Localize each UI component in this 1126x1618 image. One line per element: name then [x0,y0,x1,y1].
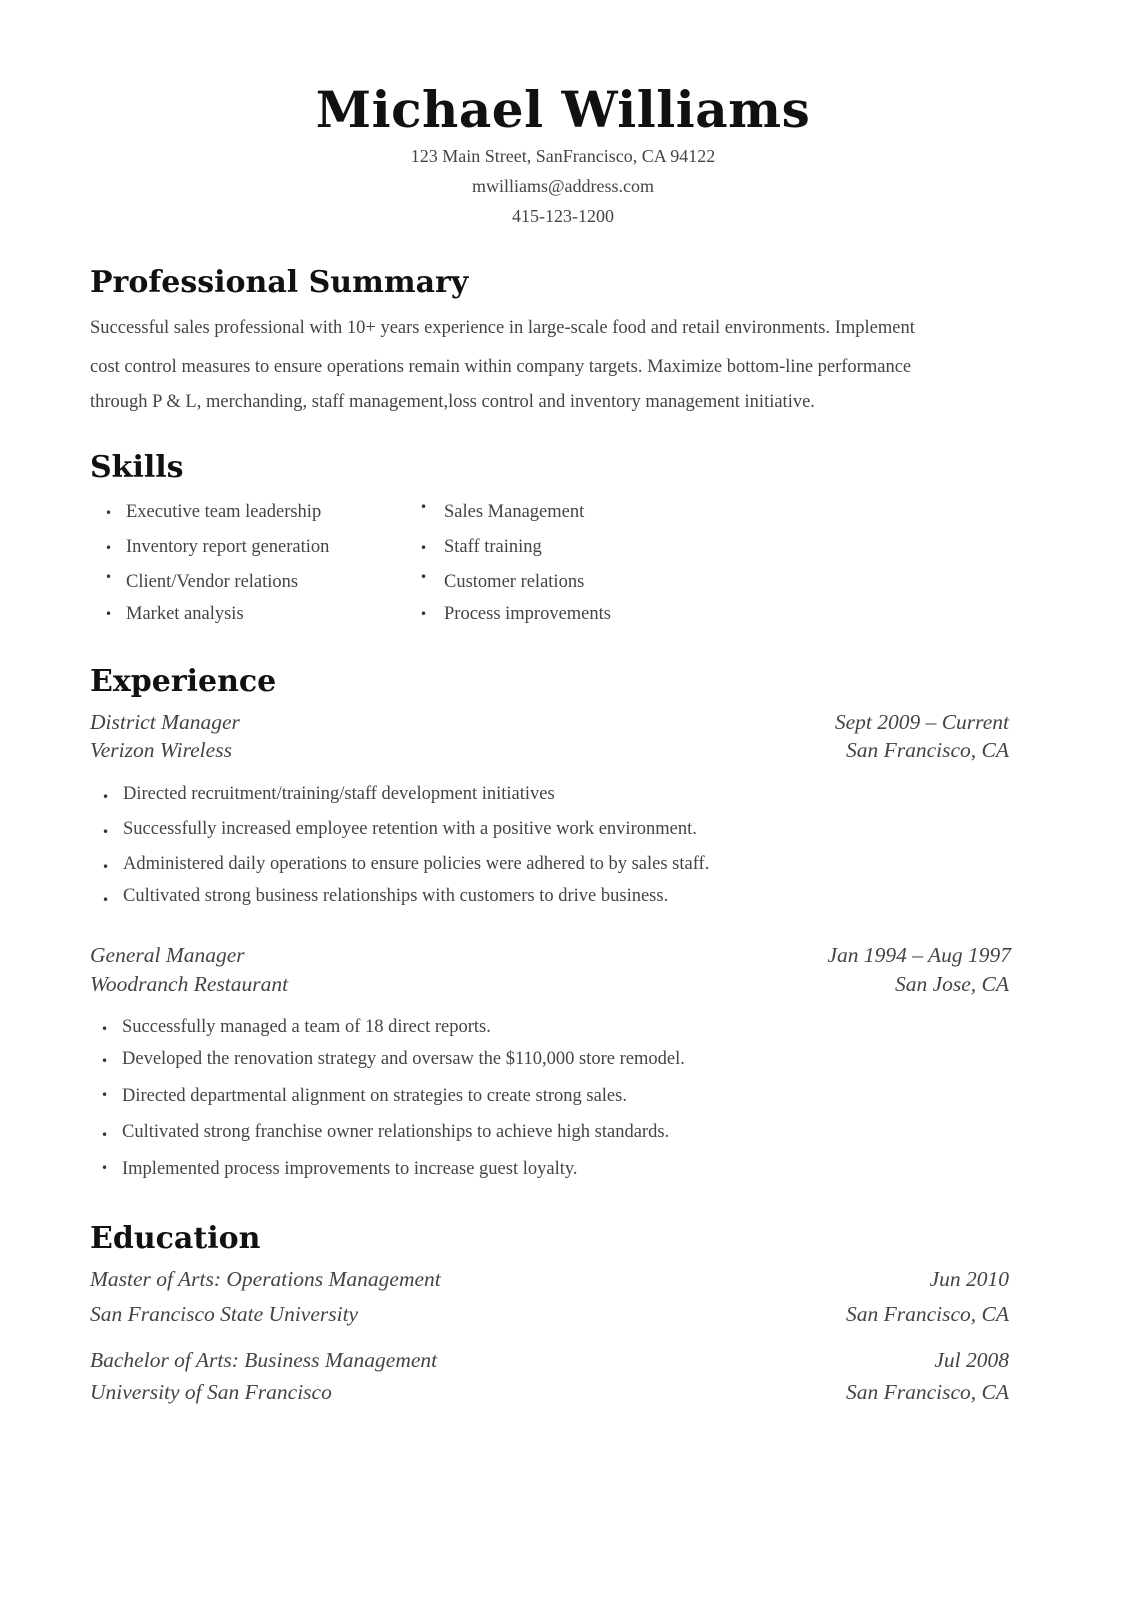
education-degree: Bachelor of Arts: Business Management [90,1348,438,1372]
job-role: District Manager [90,710,240,734]
bullet-icon: • [101,1088,109,1102]
education-date: Jun 2010 [929,1267,1009,1291]
job-company: Verizon Wireless [90,738,232,762]
bullet-icon: • [101,1022,109,1036]
job-duty: Successfully increased employee retention with a positive work environment. [123,819,697,839]
bullet-icon: • [105,541,113,555]
bullet-icon: • [420,500,428,514]
skill-item: Market analysis [126,604,244,624]
education-school: University of San Francisco [90,1380,332,1404]
bullet-icon: • [101,1128,109,1142]
skill-item: Executive team leadership [126,502,322,522]
contact-address: 123 Main Street, SanFrancisco, CA 94122 [410,146,716,166]
bullet-icon: • [102,825,110,839]
skill-item: Staff training [444,537,542,557]
bullet-icon: • [420,570,428,584]
skill-item: Client/Vendor relations [126,572,299,592]
skill-item: Sales Management [444,502,585,522]
bullet-icon: • [420,541,428,555]
bullet-icon: • [102,893,110,907]
bullet-icon: • [102,860,110,874]
job-duty: Cultivated strong business relationships with customers to drive business. [123,886,669,906]
skill-item: Customer relations [444,572,585,592]
job-location: San Jose, CA [894,972,1009,996]
bullet-icon: • [420,607,428,621]
bullet-icon: • [101,1161,109,1175]
bullet-icon: • [105,607,113,621]
job-duty: Administered daily operations to ensure policies were adhered to by sales staff. [123,854,710,874]
job-dates: Jan 1994 – Aug 1997 [827,943,1011,967]
bullet-icon: • [102,790,110,804]
bullet-icon: • [105,570,113,584]
job-location: San Francisco, CA [845,738,1009,762]
job-duty: Directed departmental alignment on strategies to create strong sales. [122,1086,627,1106]
job-company: Woodranch Restaurant [90,972,289,996]
job-duty: Implemented process improvements to increase guest loyalty. [122,1159,578,1179]
job-duty: Cultivated strong franchise owner relationships to achieve high standards. [122,1122,670,1142]
job-duty: Developed the renovation strategy and oversaw the $110,000 store remodel. [122,1049,685,1069]
summary-line: through P & L, merchanding, staff management,loss control and inventory management initiative. [90,392,815,412]
job-dates: Sept 2009 – Current [834,710,1009,734]
summary-line: cost control measures to ensure operations remain within company targets. Maximize bottom-line performance [90,357,912,377]
skill-item: Inventory report generation [126,537,330,557]
experience-heading: Experience [90,664,277,699]
job-duty: Directed recruitment/training/staff development initiatives [123,784,555,804]
education-heading: Education [90,1221,261,1256]
education-degree: Master of Arts: Operations Management [90,1267,441,1291]
job-role: General Manager [90,943,245,967]
summary-line: Successful sales professional with 10+ years experience in large-scale food and retail environments. Implement [90,318,915,338]
education-location: San Francisco, CA [845,1380,1009,1404]
skill-item: Process improvements [444,604,611,624]
contact-phone: 415-123-1200 [512,206,614,226]
bullet-icon: • [105,506,113,520]
candidate-name: Michael Williams [315,80,811,139]
job-duty: Successfully managed a team of 18 direct reports. [122,1017,491,1037]
skills-heading: Skills [90,450,184,485]
education-date: Jul 2008 [934,1348,1009,1372]
contact-email: mwilliams@address.com [471,176,655,196]
education-location: San Francisco, CA [845,1302,1009,1326]
bullet-icon: • [101,1054,109,1068]
summary-heading: Professional Summary [90,265,469,300]
education-school: San Francisco State University [90,1302,359,1326]
